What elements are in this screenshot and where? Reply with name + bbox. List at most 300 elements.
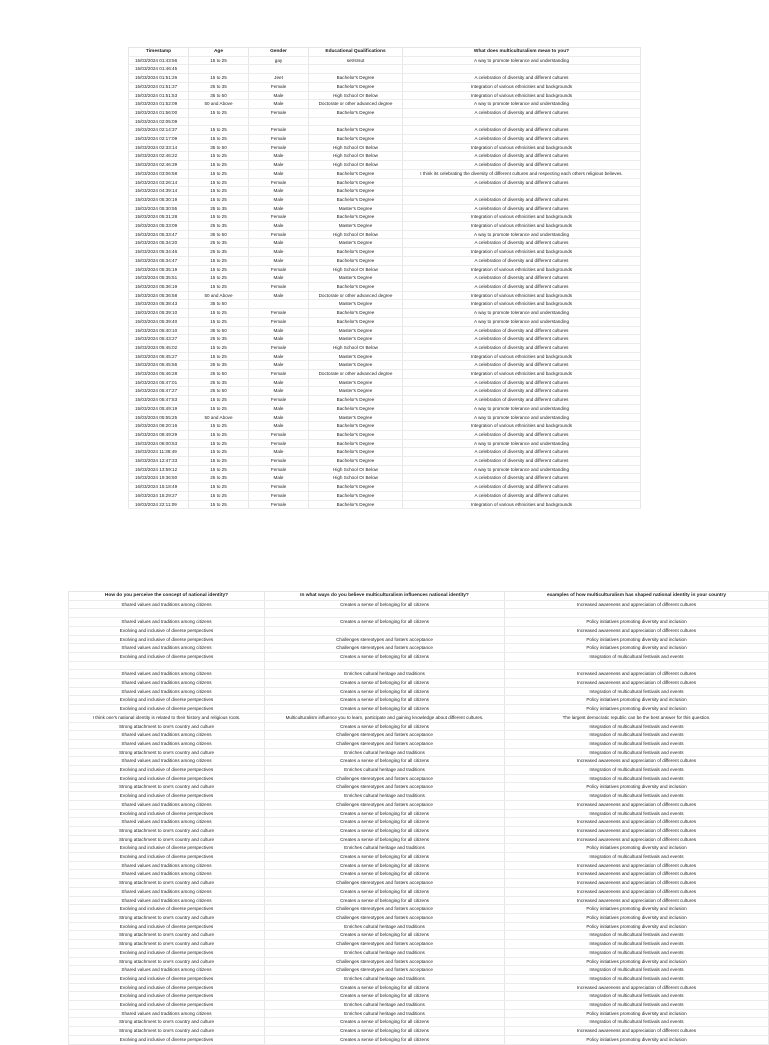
table-cell: Shared values and traditions among citizens	[69, 861, 265, 870]
table-cell: Policy initiatives promoting diversity and inclusion	[505, 844, 769, 853]
table-row	[129, 396, 641, 405]
table-cell: A way to promote tolerance and understanding	[403, 230, 641, 239]
table-cell: 15/03/2024 01:43:56	[129, 56, 189, 65]
table-cell: Shared values and traditions among citizens	[69, 757, 265, 766]
table-cell: 16/03/2024 15:29:27	[129, 491, 189, 500]
table-cell: 15/03/2024 12:47:33	[129, 457, 189, 466]
table-cell: Female	[249, 500, 309, 509]
table-row	[129, 56, 641, 65]
table-cell: Evolving and inclusive of diverse perspectives	[69, 792, 265, 801]
table-row	[129, 178, 641, 187]
table-cell: A celebration of diversity and different cultures	[403, 343, 641, 352]
table-cell: Creates a sense of belonging for all citizens	[265, 835, 505, 844]
table-cell: 25 to 50	[189, 370, 249, 379]
table-cell: 35 to 50	[189, 143, 249, 152]
table-cell: Integration of various ethnicities and backgrounds	[403, 265, 641, 274]
table-row	[129, 422, 641, 431]
table-cell: Master's Degree	[309, 239, 403, 248]
table-cell: The largest democratic republic can be the best answer for this question.	[505, 713, 769, 722]
table-row	[129, 152, 641, 161]
table-row	[69, 1027, 769, 1036]
table-row	[129, 274, 641, 283]
table-cell: 15 to 25	[189, 465, 249, 474]
table-cell: 15/03/2024 05:39:10	[129, 309, 189, 318]
table-cell: Integration of various ethnicities and backgrounds	[403, 370, 641, 379]
table-cell: Shared values and traditions among citizens	[69, 1009, 265, 1018]
table-row	[69, 739, 769, 748]
table-cell: Integration of multicultural festivals and events	[505, 766, 769, 775]
table-cell: Challenges stereotypes and fosters acceptance	[265, 905, 505, 914]
table-cell: Creates a sense of belonging for all citizens	[265, 679, 505, 688]
table-cell: Evolving and inclusive of diverse perspectives	[69, 974, 265, 983]
table-row	[129, 343, 641, 352]
table-cell: Male	[249, 100, 309, 109]
table-cell: 35 to 50	[189, 91, 249, 100]
table-cell: Male	[249, 335, 309, 344]
table-cell: Strong attachment to one's country and culture	[69, 748, 265, 757]
table-cell: 25 to 35	[189, 204, 249, 213]
table-row	[129, 204, 641, 213]
table-row	[69, 940, 769, 949]
table-row	[129, 117, 641, 126]
table-cell: 15/03/2024 11:38:49	[129, 448, 189, 457]
table-cell: Evolving and inclusive of diverse perspectives	[69, 705, 265, 714]
table-cell: Challenges stereotypes and fosters acceptance	[265, 966, 505, 975]
table-cell: A celebration of diversity and different cultures	[403, 282, 641, 291]
table-cell	[309, 117, 403, 126]
table-cell: 15/03/2024 01:51:53	[129, 91, 189, 100]
table-cell: Bachelor's Degree	[309, 309, 403, 318]
table-row	[129, 291, 641, 300]
table-cell: Creates a sense of belonging for all citizens	[265, 853, 505, 862]
table-cell: Enriches cultural heritage and traditions	[265, 1009, 505, 1018]
table-row	[69, 887, 769, 896]
table-cell: Challenges stereotypes and fosters acceptance	[265, 739, 505, 748]
table-cell: 16/03/2024 22:11:09	[129, 500, 189, 509]
table-cell: Enriches cultural heritage and traditions	[265, 748, 505, 757]
table-row	[129, 500, 641, 509]
table-row	[129, 256, 641, 265]
table-cell: Bachelor's Degree	[309, 187, 403, 196]
table-cell: Bachelor's Degree	[309, 126, 403, 135]
table-cell: 15 to 25	[189, 457, 249, 466]
table-cell: 15/03/2024 02:33:14	[129, 143, 189, 152]
table-cell: Bachelor's Degree	[309, 282, 403, 291]
table-row	[129, 239, 641, 248]
table-cell: Policy initiatives promoting diversity and inclusion	[505, 957, 769, 966]
table-cell: Integration of various ethnicities and backgrounds	[403, 300, 641, 309]
table-cell: 15/03/2024 05:34:47	[129, 256, 189, 265]
table-row	[69, 905, 769, 914]
table-cell: Creates a sense of belonging for all citizens	[265, 809, 505, 818]
table-cell: 15/03/2024 06:20:16	[129, 422, 189, 431]
table-cell: Challenges stereotypes and fosters acceptance	[265, 783, 505, 792]
table-row	[129, 282, 641, 291]
table-cell: 35 to 50	[189, 326, 249, 335]
table-cell: Bachelor's Degree	[309, 213, 403, 222]
table-cell: 15/03/2024 19:36:50	[129, 474, 189, 483]
table-cell: 15/03/2024 05:38:43	[129, 300, 189, 309]
table-cell: 35 to 50	[189, 230, 249, 239]
table-row	[129, 309, 641, 318]
table-cell: 15 to 25	[189, 396, 249, 405]
column-header: In what ways do you believe multiculturalism influences national identity?	[265, 592, 505, 601]
table-cell: 15/03/2024 08:49:29	[129, 430, 189, 439]
table-cell: 15 to 25	[189, 213, 249, 222]
table-cell: Male	[249, 422, 309, 431]
table-cell: A way to promote tolerance and understanding	[403, 439, 641, 448]
table-cell: Shared values and traditions among citizens	[69, 966, 265, 975]
table-cell: 15/03/2024 02:46:22	[129, 152, 189, 161]
table-cell: Bachelor's Degree	[309, 256, 403, 265]
table-row	[69, 644, 769, 653]
table-cell: 15/03/2024 02:46:39	[129, 161, 189, 170]
table-row	[129, 135, 641, 144]
table-row	[129, 82, 641, 91]
column-header: Age	[189, 48, 249, 57]
table-cell: A celebration of diversity and different cultures	[403, 126, 641, 135]
table-row	[69, 652, 769, 661]
table-cell: 35 to 50	[189, 300, 249, 309]
table-cell: Creates a sense of belonging for all citizens	[265, 696, 505, 705]
table-cell: 15 to 25	[189, 317, 249, 326]
table-cell: Female	[249, 143, 309, 152]
table-cell: Female	[249, 491, 309, 500]
table-cell	[309, 65, 403, 74]
table-cell: Integration of multicultural festivals and events	[505, 992, 769, 1001]
table-cell: Shared values and traditions among citizens	[69, 818, 265, 827]
table-cell: Enriches cultural heritage and traditions	[265, 974, 505, 983]
table-cell: 15/03/2024 05:40:10	[129, 326, 189, 335]
table-cell: 15 to 25	[189, 274, 249, 283]
table-cell: A celebration of diversity and different cultures	[403, 195, 641, 204]
table-cell: Male	[249, 204, 309, 213]
table-cell: Challenges stereotypes and fosters acceptance	[265, 913, 505, 922]
table-cell: Male	[249, 291, 309, 300]
table-cell: Increased awareness and appreciation of different cultures	[505, 757, 769, 766]
table-cell: Evolving and inclusive of diverse perspectives	[69, 1001, 265, 1010]
table-cell: Creates a sense of belonging for all citizens	[265, 1027, 505, 1036]
table-row	[69, 792, 769, 801]
table-cell: 15/03/2024 02:05:09	[129, 117, 189, 126]
table-cell: 15/03/2024 05:34:46	[129, 248, 189, 257]
table-cell: Master's Degree	[309, 361, 403, 370]
table-cell: Shared values and traditions among citizens	[69, 679, 265, 688]
table-cell: Male	[249, 378, 309, 387]
table-row	[129, 483, 641, 492]
table-cell: Creates a sense of belonging for all citizens	[265, 757, 505, 766]
table-cell: 15 to 25	[189, 169, 249, 178]
table-cell: Shared values and traditions among citizens	[69, 887, 265, 896]
table-cell: Integration of multicultural festivals and events	[505, 739, 769, 748]
table-cell: Bachelor's Degree	[309, 195, 403, 204]
table-cell: Male	[249, 256, 309, 265]
table-cell: A celebration of diversity and different cultures	[403, 430, 641, 439]
table-cell: 15 to 25	[189, 491, 249, 500]
table-cell: Policy initiatives promoting diversity and inclusion	[505, 913, 769, 922]
table-cell: Integration of multicultural festivals and events	[505, 731, 769, 740]
table-cell: Male	[249, 161, 309, 170]
table-cell: Female	[249, 282, 309, 291]
table-row	[69, 748, 769, 757]
table-row	[69, 609, 769, 618]
table-cell: Strong attachment to one's country and culture	[69, 931, 265, 940]
table-cell: 50 and Above	[189, 413, 249, 422]
table-row	[129, 430, 641, 439]
table-cell: A celebration of diversity and different cultures	[403, 135, 641, 144]
table-cell: Creates a sense of belonging for all citizens	[265, 992, 505, 1001]
table-cell: 15/03/2024 05:33:47	[129, 230, 189, 239]
table-row	[129, 491, 641, 500]
table-cell: Enriches cultural heritage and traditions	[265, 792, 505, 801]
table-cell: 15 to 25	[189, 74, 249, 83]
table-cell: Creates a sense of belonging for all citizens	[265, 1035, 505, 1044]
table-row	[69, 826, 769, 835]
table-cell: Evolving and inclusive of diverse perspectives	[69, 766, 265, 775]
table-cell: Bachelor's Degree	[309, 422, 403, 431]
table-cell: Challenges stereotypes and fosters acceptance	[265, 644, 505, 653]
table-cell: Increased awareness and appreciation of different cultures	[505, 879, 769, 888]
table-cell: Female	[249, 230, 309, 239]
table-cell: Integration of multicultural festivals and events	[505, 1001, 769, 1010]
table-cell: Integration of multicultural festivals and events	[505, 853, 769, 862]
table-row	[69, 957, 769, 966]
table-cell: 15 to 25	[189, 187, 249, 196]
column-header: Gender	[249, 48, 309, 57]
table-cell: A celebration of diversity and different cultures	[403, 483, 641, 492]
table-cell: Shared values and traditions among citizens	[69, 618, 265, 627]
table-cell: 15/03/2024 02:17:09	[129, 135, 189, 144]
table-cell	[249, 65, 309, 74]
table-cell: Female	[249, 213, 309, 222]
table-cell: Female	[249, 108, 309, 117]
table-cell: 15 to 25	[189, 430, 249, 439]
table-cell: Evolving and inclusive of diverse perspectives	[69, 626, 265, 635]
table-cell: High School Or Below	[309, 474, 403, 483]
table-cell: Master's Degree	[309, 335, 403, 344]
table-cell: 15 to 25	[189, 439, 249, 448]
table-cell: A celebration of diversity and different cultures	[403, 326, 641, 335]
table-row	[69, 835, 769, 844]
table-cell: Increased awareness and appreciation of different cultures	[505, 826, 769, 835]
table-row	[69, 713, 769, 722]
table-cell: 15 to 25	[189, 108, 249, 117]
table-cell: 25 to 35	[189, 335, 249, 344]
table-cell: High School Or Below	[309, 152, 403, 161]
table-row	[129, 65, 641, 74]
table-cell: Increased awareness and appreciation of different cultures	[505, 600, 769, 609]
table-cell: setrsrsut	[309, 56, 403, 65]
table-cell: A celebration of diversity and different cultures	[403, 74, 641, 83]
table-row	[69, 618, 769, 627]
table-cell	[505, 661, 769, 670]
table-row	[69, 757, 769, 766]
table-cell: 15/03/2024 13:59:12	[129, 465, 189, 474]
table-row	[69, 635, 769, 644]
table-cell: 25 to 35	[189, 474, 249, 483]
table-row	[129, 143, 641, 152]
table-cell: Enriches cultural heritage and traditions	[265, 922, 505, 931]
table-cell: Policy initiatives promoting diversity and inclusion	[505, 1035, 769, 1044]
survey-responses-table-part-2	[68, 591, 769, 1045]
table-row	[69, 974, 769, 983]
table-cell: 15/03/2024 05:45:02	[129, 343, 189, 352]
table-cell: Strong attachment to one's country and culture	[69, 722, 265, 731]
table-cell: 15 to 25	[189, 422, 249, 431]
table-cell: Female	[249, 396, 309, 405]
table-cell: Master's Degree	[309, 326, 403, 335]
table-cell: Integration of multicultural festivals and events	[505, 1018, 769, 1027]
table-cell: 50 and Above	[189, 291, 249, 300]
table-cell: Strong attachment to one's country and culture	[69, 826, 265, 835]
table-cell: Increased awareness and appreciation of different cultures	[505, 896, 769, 905]
table-cell: 25 to 35	[189, 222, 249, 231]
table-cell: 50 and Above	[189, 100, 249, 109]
table-cell: Increased awareness and appreciation of different cultures	[505, 861, 769, 870]
table-cell: Female	[249, 317, 309, 326]
table-cell: A celebration of diversity and different cultures	[403, 178, 641, 187]
table-cell: Doctorate or other advanced degree	[309, 100, 403, 109]
table-cell: 15/03/2024 02:14:37	[129, 126, 189, 135]
table-row	[129, 230, 641, 239]
table-cell: Integration of various ethnicities and backgrounds	[403, 500, 641, 509]
table1-body	[129, 56, 641, 509]
table-cell: A celebration of diversity and different cultures	[403, 457, 641, 466]
table-cell: Integration of various ethnicities and backgrounds	[403, 82, 641, 91]
table-cell: Creates a sense of belonging for all citizens	[265, 983, 505, 992]
table-row	[69, 966, 769, 975]
table-cell: Integration of various ethnicities and backgrounds	[403, 222, 641, 231]
table-cell: A celebration of diversity and different cultures	[403, 152, 641, 161]
table-cell: Integration of multicultural festivals and events	[505, 687, 769, 696]
table-cell: Integration of various ethnicities and backgrounds	[403, 422, 641, 431]
table-row	[129, 404, 641, 413]
table-cell: Shared values and traditions among citizens	[69, 739, 265, 748]
table-row	[129, 474, 641, 483]
table-row	[69, 948, 769, 957]
table-row	[69, 853, 769, 862]
table-cell: Strong attachment to one's country and culture	[69, 1018, 265, 1027]
table-cell: Male	[249, 352, 309, 361]
table-cell: Challenges stereotypes and fosters acceptance	[265, 957, 505, 966]
table-cell: High School Or Below	[309, 230, 403, 239]
table2-header	[69, 592, 769, 601]
table-cell: A celebration of diversity and different cultures	[403, 387, 641, 396]
table-cell: Male	[249, 326, 309, 335]
table-cell: Master's Degree	[309, 222, 403, 231]
table-cell	[249, 300, 309, 309]
table-cell: Evolving and inclusive of diverse perspectives	[69, 905, 265, 914]
table-cell: Master's Degree	[309, 387, 403, 396]
table-cell: gay	[249, 56, 309, 65]
table-row	[129, 352, 641, 361]
table-cell: Policy initiatives promoting diversity and inclusion	[505, 705, 769, 714]
table-cell: 15/03/2024 04:39:14	[129, 187, 189, 196]
survey-responses-table-part-1	[128, 47, 641, 509]
table-cell: 16/03/2024 15:18:49	[129, 483, 189, 492]
table-row	[129, 317, 641, 326]
table-cell: 15/03/2024 05:30:19	[129, 195, 189, 204]
table-cell: Bachelor's Degree	[309, 169, 403, 178]
table-cell: Policy initiatives promoting diversity and inclusion	[505, 618, 769, 627]
table-cell: A celebration of diversity and different cultures	[403, 256, 641, 265]
table1-header	[129, 48, 641, 57]
table-row	[129, 265, 641, 274]
table-cell: Creates a sense of belonging for all citizens	[265, 826, 505, 835]
table-cell: Policy initiatives promoting diversity and inclusion	[505, 783, 769, 792]
table-cell: 25 to 35	[189, 82, 249, 91]
table-cell: Creates a sense of belonging for all citizens	[265, 887, 505, 896]
table-row	[69, 870, 769, 879]
column-header: Timestamp	[129, 48, 189, 57]
table-cell: 15/03/2024 05:55:25	[129, 413, 189, 422]
table-row	[69, 766, 769, 775]
table-row	[69, 600, 769, 609]
table-row	[129, 439, 641, 448]
table-cell: Creates a sense of belonging for all citizens	[265, 896, 505, 905]
table-cell: Shared values and traditions among citizens	[69, 687, 265, 696]
table-row	[129, 126, 641, 135]
table-cell: A way to promote tolerance and understanding	[403, 309, 641, 318]
table-cell	[265, 626, 505, 635]
table-cell: Master's Degree	[309, 204, 403, 213]
table-cell: Enriches cultural heritage and traditions	[265, 948, 505, 957]
table-cell: 15/03/2024 05:36:19	[129, 282, 189, 291]
table-cell: Bachelor's Degree	[309, 448, 403, 457]
table-cell: Bachelor's Degree	[309, 396, 403, 405]
table-cell: Integration of multicultural festivals and events	[505, 722, 769, 731]
table-row	[69, 626, 769, 635]
table-cell: Evolving and inclusive of diverse perspectives	[69, 948, 265, 957]
table-cell: 15/03/2024 05:36:58	[129, 291, 189, 300]
table-cell: 15/03/2024 01:52:09	[129, 100, 189, 109]
table-row	[129, 74, 641, 83]
table-row	[129, 387, 641, 396]
table-row	[69, 913, 769, 922]
table-cell: A celebration of diversity and different cultures	[403, 108, 641, 117]
table-cell: 15 to 25	[189, 178, 249, 187]
table-cell: Male	[249, 222, 309, 231]
table-cell: Bachelor's Degree	[309, 178, 403, 187]
table-cell: Evolving and inclusive of diverse perspectives	[69, 922, 265, 931]
table-cell: Integration of various ethnicities and backgrounds	[403, 143, 641, 152]
table-row	[69, 696, 769, 705]
table-cell: A celebration of diversity and different cultures	[403, 335, 641, 344]
table-cell	[69, 661, 265, 670]
table-cell: Evolving and inclusive of diverse perspectives	[69, 635, 265, 644]
table-cell	[265, 609, 505, 618]
table-cell: Evolving and inclusive of diverse perspectives	[69, 983, 265, 992]
table-cell: Master's Degree	[309, 413, 403, 422]
table-row	[69, 844, 769, 853]
table-cell: Increased awareness and appreciation of different cultures	[505, 800, 769, 809]
table-row	[129, 195, 641, 204]
header-row	[129, 48, 641, 57]
table-cell: Male	[249, 404, 309, 413]
table-row	[69, 670, 769, 679]
table-cell: Female	[249, 309, 309, 318]
table-cell: Challenges stereotypes and fosters acceptance	[265, 879, 505, 888]
table-cell: Increased awareness and appreciation of different cultures	[505, 818, 769, 827]
table-row	[129, 465, 641, 474]
table-cell: Increased awareness and appreciation of different cultures	[505, 670, 769, 679]
table-cell: Integration of various ethnicities and backgrounds	[403, 91, 641, 100]
table-cell: 15 to 25	[189, 404, 249, 413]
table-cell: Increased awareness and appreciation of different cultures	[505, 626, 769, 635]
table-cell: 15 to 25	[189, 500, 249, 509]
table-cell: Doctorate or other advanced degree	[309, 291, 403, 300]
table-cell: 15 to 25	[189, 343, 249, 352]
